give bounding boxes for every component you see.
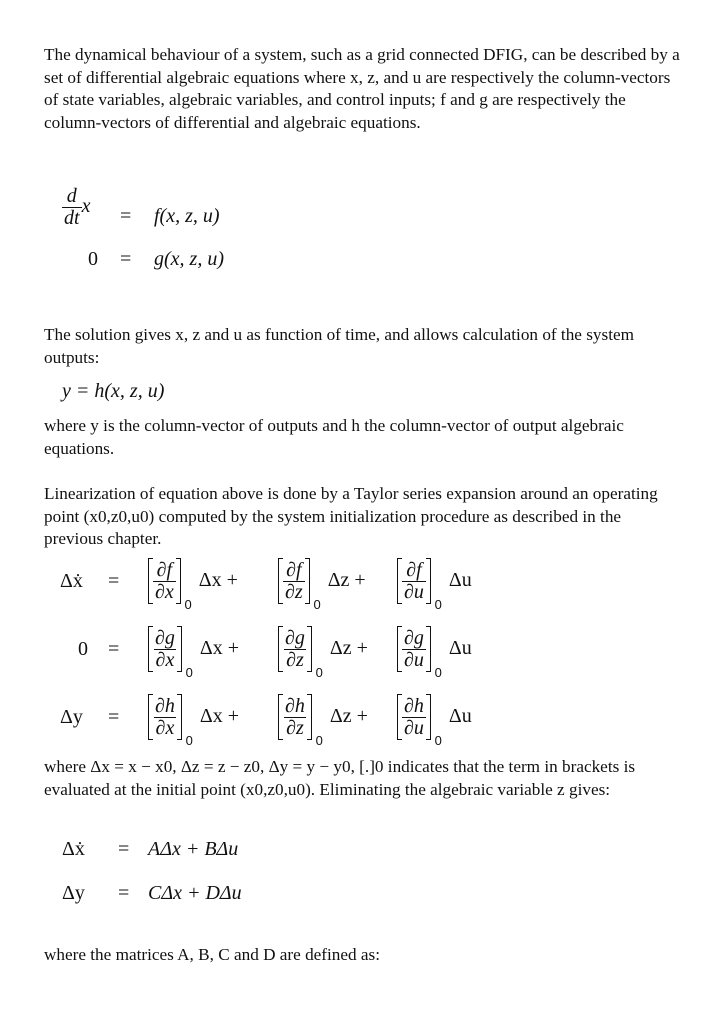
state-var-x: x — [81, 195, 91, 218]
jacobian-bracket: $\frac{\partial g}{\partial z}$ 0 — [278, 626, 312, 672]
ss-lhs-1: Δẋ — [62, 838, 85, 860]
jacobian-bracket: $\frac{\partial f}{\partial x}$ 0 — [148, 558, 181, 604]
ss-equals-2: = — [118, 882, 130, 904]
delta-term: Δz + — [329, 636, 368, 659]
derivative-operator: $\frac{d}{dt}$ — [64, 185, 80, 229]
dae-rhs-1: f(x, z, u) — [154, 205, 220, 227]
delta-term: Δu — [448, 568, 472, 591]
jacobian-term — [276, 558, 366, 612]
delta-term: Δz + — [327, 568, 366, 591]
delta-term: Δu — [448, 636, 472, 659]
jacobian-bracket: $\frac{\partial f}{\partial z}$ 0 — [278, 558, 310, 604]
linear-lhs: Δy — [60, 706, 83, 728]
linear-lhs: Δẋ — [60, 570, 83, 592]
jacobian-term — [395, 694, 472, 748]
jacobian-term — [395, 558, 472, 612]
jacobian-bracket: $\frac{\partial h}{\partial u}$ 0 — [397, 694, 431, 740]
linear-lhs: 0 — [78, 638, 88, 660]
jacobian-bracket: $\frac{\partial h}{\partial z}$ 0 — [278, 694, 312, 740]
jacobian-term — [395, 626, 472, 680]
ss-rhs-2: CΔx + DΔu — [148, 882, 242, 904]
delta-term: Δz + — [329, 704, 368, 727]
dae-lhs-2: 0 — [88, 248, 98, 270]
dae-rhs-2: g(x, z, u) — [154, 248, 224, 270]
jacobian-term — [146, 558, 238, 612]
ss-rhs-1: AΔx + BΔu — [148, 838, 239, 860]
delta-term: Δx + — [199, 704, 240, 727]
solution-paragraph: The solution gives x, z and u as function of time, and allows calculation of the system outputs: — [44, 325, 634, 367]
linearization-paragraph: Linearization of equation above is done by a Taylor series expansion around an operating point (x0,z0,u0) computed by the system initialization procedure as described in the previous chapter. — [44, 484, 658, 549]
delta-term: Δx + — [198, 568, 238, 591]
ss-equals-1: = — [118, 838, 130, 860]
jacobian-term — [276, 694, 368, 748]
linear-equals: = — [108, 706, 120, 728]
closing-paragraph: where the matrices A, B, C and D are defined as: — [44, 945, 380, 964]
dae-equals-1: = — [120, 205, 132, 227]
jacobian-term — [276, 626, 368, 680]
definitions-paragraph: where Δx = x − x0, Δz = z − z0, Δy = y − y0, [.]0 indicates that the term in brackets is evaluated at the initial point (x0,z0,u0). Eliminating the algebraic variable z gives: — [44, 757, 636, 799]
jacobian-term — [146, 694, 240, 748]
ss-lhs-2: Δy — [62, 882, 85, 904]
linear-equals: = — [108, 570, 120, 592]
jacobian-bracket: $\frac{\partial g}{\partial x}$ 0 — [148, 626, 182, 672]
delta-term: Δu — [448, 704, 472, 727]
jacobian-bracket: $\frac{\partial h}{\partial x}$ 0 — [148, 694, 182, 740]
jacobian-bracket: $\frac{\partial f}{\partial u}$ 0 — [397, 558, 431, 604]
dae-equals-2: = — [120, 248, 132, 270]
jacobian-term — [146, 626, 240, 680]
output-equation: y = h(x, z, u) — [62, 380, 165, 402]
intro-paragraph: The dynamical behaviour of a system, such as a grid connected DFIG, can be described by a set of differential algebraic equations where x, z, and u are respectively the column-vectors of state variables, algebraic variables, and control inputs; f and g are respectively the column-vectors of differential and algebraic equations. — [44, 45, 680, 132]
output-paragraph: where y is the column-vector of outputs and h the column-vector of output algebraic equations. — [44, 416, 624, 458]
linear-equals: = — [108, 638, 120, 660]
delta-term: Δx + — [199, 636, 240, 659]
jacobian-bracket: $\frac{\partial g}{\partial u}$ 0 — [397, 626, 431, 672]
